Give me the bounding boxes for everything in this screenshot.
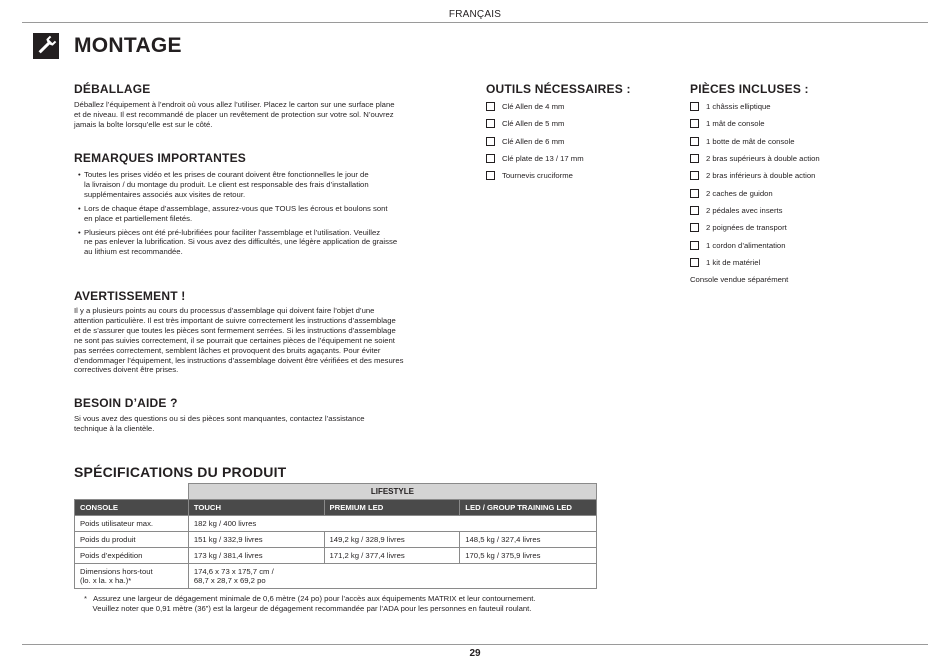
table-row [75, 532, 597, 548]
list-item: • Plusieurs pièces ont été pré-lubrifiées pour faciliter l’assemblage et l’utilisation. Veuillez ne pas enlever la lubrification. Si vous avez des difficultés, une légère application de graisse au lithium est recommandée. [78, 228, 444, 258]
heading-specifications: SPÉCIFICATIONS DU PRODUIT [74, 464, 287, 480]
page-title: MONTAGE [74, 34, 182, 57]
checkbox[interactable] [486, 137, 495, 146]
list-item: Clé Allen de 6 mm [486, 133, 584, 150]
spec-table [74, 483, 597, 589]
checkbox[interactable] [690, 119, 699, 128]
heading-remarques: REMARQUES IMPORTANTES [74, 151, 246, 165]
column-header: LED / GROUP TRAINING LED [460, 500, 597, 516]
list-item: • Toutes les prises vidéo et les prises de courant doivent être fonctionnelles le jour de la livraison / du montage du produit. Le client est responsable des frais d’installation supplémentaires associés aux visites de retour. [78, 170, 444, 200]
header-rule [22, 22, 928, 23]
remarques-list [78, 170, 444, 261]
table-cell: 170,5 kg / 375,9 livres [460, 548, 597, 564]
heading-deballage: DÉBALLAGE [74, 82, 151, 96]
list-item: 1 botte de mât de console [690, 133, 820, 150]
footnote: * Assurez une largeur de dégagement minimale de 0,6 mètre (24 po) pour l’accès aux équipements MATRIX et leur contournement. Veuillez noter que 0,91 mètre (36”) est la largeur de dégagement recommandée par l’ADA pour les personnes en fauteuil roulant. [84, 594, 536, 613]
checkbox[interactable] [690, 258, 699, 267]
checkbox[interactable] [486, 154, 495, 163]
page-number: 29 [469, 648, 481, 659]
table-cell: 149,2 kg / 328,9 livres [324, 532, 460, 548]
checkbox[interactable] [690, 241, 699, 250]
column-header: PREMIUM LED [324, 500, 460, 516]
list-item: 2 bras supérieurs à double action [690, 150, 820, 167]
list-item: Clé Allen de 4 mm [486, 98, 584, 115]
row-label: Poids du produit [75, 532, 189, 548]
wrench-icon [33, 33, 59, 59]
column-header: CONSOLE [75, 500, 189, 516]
list-item: 2 pédales avec inserts [690, 202, 820, 219]
checkbox[interactable] [690, 137, 699, 146]
pieces-checklist [690, 98, 820, 271]
table-corner [75, 484, 189, 500]
row-label: Dimensions hors-tout (lo. x la. x ha.)* [75, 564, 189, 589]
table-cell: 182 kg / 400 livres [188, 516, 596, 532]
table-header-row [75, 500, 597, 516]
list-item: 1 mât de console [690, 115, 820, 132]
list-item: Clé plate de 13 / 17 mm [486, 150, 584, 167]
list-item: 1 cordon d’alimentation [690, 236, 820, 253]
checkbox[interactable] [486, 171, 495, 180]
list-item: 2 poignées de transport [690, 219, 820, 236]
avertissement-text: Il y a plusieurs points au cours du processus d’assemblage qui doivent faire l’objet d’une attention particulière. Il est très important de suivre correctement les instructions d’assemblage et de s’assurer que toutes les pièces sont fermement serrées. Si les instructions d’assemblage ne sont pas suivies correctement, il se pourrait que certaines pièces de l’équipement ne soient pas serrées correctement, semblent lâches et provoquent des bruits agaçants. Pour éviter d’endommager l’équipement, les instructions d’assemblage doivent être vérifiées et des mesures correctives doivent être prises. [74, 306, 404, 375]
checkbox[interactable] [690, 223, 699, 232]
table-row [75, 516, 597, 532]
row-label: Poids d’expédition [75, 548, 189, 564]
checkbox[interactable] [690, 171, 699, 180]
outils-checklist [486, 98, 584, 184]
table-cell: 151 kg / 332,9 livres [188, 532, 324, 548]
table-cell: 171,2 kg / 377,4 livres [324, 548, 460, 564]
list-item: Clé Allen de 5 mm [486, 115, 584, 132]
table-row [75, 548, 597, 564]
column-header: TOUCH [188, 500, 324, 516]
language-label: FRANÇAIS [448, 9, 502, 20]
list-item: 2 bras inférieurs à double action [690, 167, 820, 184]
checkbox[interactable] [486, 102, 495, 111]
heading-avertissement: AVERTISSEMENT ! [74, 289, 186, 303]
list-item: 1 châssis elliptique [690, 98, 820, 115]
console-note: Console vendue séparément [690, 275, 789, 284]
deballage-text: Déballez l’équipement à l’endroit où vous allez l’utiliser. Placez le carton sur une surface plane et de niveau. Il est recommandé de placer un revêtement de protection sur votre sol. N’ouvrez jamais la boîte lorsqu’elle est sur le côté. [74, 100, 395, 129]
list-item: 2 caches de guidon [690, 184, 820, 201]
table-cell: 173 kg / 381,4 livres [188, 548, 324, 564]
heading-outils: OUTILS NÉCESSAIRES : [486, 82, 631, 96]
list-item: Tournevis cruciforme [486, 167, 584, 184]
checkbox[interactable] [690, 189, 699, 198]
heading-pieces: PIÈCES INCLUSES : [690, 82, 809, 96]
list-item: • Lors de chaque étape d’assemblage, assurez-vous que TOUS les écrous et boulons sont en place et partiellement filetés. [78, 204, 444, 224]
checkbox[interactable] [690, 102, 699, 111]
list-item: 1 kit de matériel [690, 254, 820, 271]
footer-rule [22, 644, 928, 645]
group-header: LIFESTYLE [188, 484, 596, 500]
heading-aide: BESOIN D’AIDE ? [74, 396, 178, 410]
checkbox[interactable] [486, 119, 495, 128]
table-cell: 174,6 x 73 x 175,7 cm / 68,7 x 28,7 x 69,2 po [188, 564, 596, 589]
aide-text: Si vous avez des questions ou si des pièces sont manquantes, contactez l’assistance technique à la clientèle. [74, 414, 365, 433]
table-cell: 148,5 kg / 327,4 livres [460, 532, 597, 548]
checkbox[interactable] [690, 206, 699, 215]
checkbox[interactable] [690, 154, 699, 163]
table-row [75, 564, 597, 589]
row-label: Poids utilisateur max. [75, 516, 189, 532]
